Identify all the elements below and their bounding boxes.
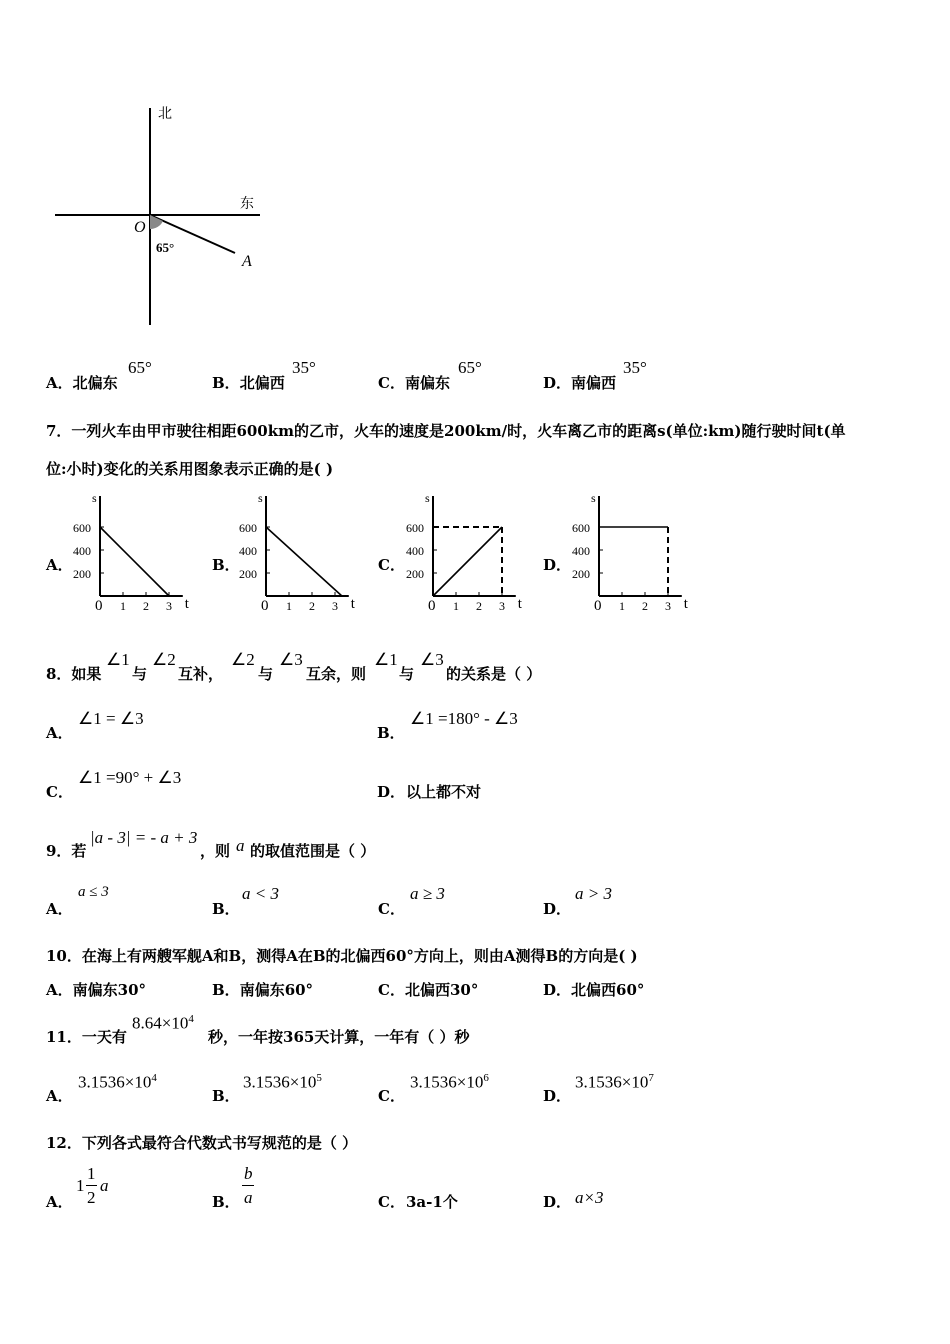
q11-number-base: 8.64×10 xyxy=(132,1013,189,1033)
x-tick-label: 1 xyxy=(453,599,459,613)
x-tick-label: 0 xyxy=(95,598,103,614)
q12-a-var: a xyxy=(100,1176,109,1195)
y-tick-label: 600 xyxy=(73,521,91,535)
q9-a-letter[interactable]: A． xyxy=(46,900,73,918)
series-line xyxy=(433,527,502,596)
q9-option-c[interactable]: a ≥ 3 xyxy=(410,884,445,903)
q7-graph-a-letter[interactable]: A． xyxy=(46,556,73,574)
q10-c-text: 北偏西30° xyxy=(404,981,479,999)
q12-b-fraction-bar xyxy=(242,1185,254,1186)
q7-line2: 位:小时)变化的关系用图象表示正确的是( ) xyxy=(46,460,334,478)
q6-a-text: 北偏东 xyxy=(72,374,118,392)
q10-option-b[interactable] xyxy=(212,979,313,1000)
q8-text-4: 与 xyxy=(258,665,274,683)
q12-option-b[interactable] xyxy=(242,1164,262,1214)
q10-b-letter: B． xyxy=(212,981,240,999)
x-axis-label: t xyxy=(184,596,189,612)
x-tick-label: 3 xyxy=(166,599,172,613)
y-axis-label: s xyxy=(258,491,263,505)
x-tick-label: 3 xyxy=(665,599,671,613)
q7-graph-b xyxy=(236,486,366,616)
q10-a-text: 南偏东30° xyxy=(72,981,147,999)
q11-option-c[interactable] xyxy=(410,1072,489,1093)
q9-d-letter[interactable]: D． xyxy=(543,900,572,918)
x-tick-label: 0 xyxy=(594,598,602,614)
q7-graph-c-letter[interactable]: C． xyxy=(378,556,405,574)
y-axis-label: s xyxy=(591,491,596,505)
q10-b-text: 南偏东60° xyxy=(239,981,314,999)
q12-c-letter[interactable]: C． xyxy=(378,1193,405,1211)
q11-b-letter[interactable]: B． xyxy=(212,1087,240,1105)
x-tick-label: 2 xyxy=(642,599,648,613)
q11-d-exp: 7 xyxy=(648,1072,654,1084)
q11-d-letter[interactable]: D． xyxy=(543,1087,572,1105)
q8-a-letter[interactable]: A． xyxy=(46,724,73,742)
x-tick-label: 1 xyxy=(120,599,126,613)
q9-option-a[interactable]: a ≤ 3 xyxy=(78,884,109,900)
q11-c-exp: 6 xyxy=(483,1072,489,1084)
point-A-label: A xyxy=(242,253,252,270)
q12-option-c[interactable]: 3a-1个 xyxy=(406,1193,458,1211)
q10-d-letter: D． xyxy=(543,981,572,999)
q11-c-base: 3.1536×10 xyxy=(410,1072,484,1092)
x-tick-label: 2 xyxy=(143,599,149,613)
q12-option-d[interactable]: a×3 xyxy=(575,1188,604,1207)
q7-graph-d xyxy=(569,486,699,616)
q8-text-1: 8．如果 xyxy=(46,665,102,683)
q9-b-letter[interactable]: B． xyxy=(212,900,240,918)
q11-text-1: 11．一天有 xyxy=(46,1028,127,1046)
y-axis-label: s xyxy=(92,491,97,505)
q8-angle-1: ∠1 xyxy=(106,650,130,669)
y-tick-label: 600 xyxy=(406,521,424,535)
x-axis-label: t xyxy=(350,596,355,612)
q6-c-degree: 65° xyxy=(458,358,482,377)
q12-option-a[interactable] xyxy=(76,1164,126,1214)
q11-option-b[interactable] xyxy=(243,1072,322,1093)
q8-option-d[interactable]: 以上都不对 xyxy=(406,783,482,801)
q11-b-exp: 5 xyxy=(316,1072,322,1084)
q8-b-letter[interactable]: B． xyxy=(377,724,405,742)
q12-a-fraction-bar xyxy=(86,1185,97,1186)
q6-d-letter: D． xyxy=(543,374,572,392)
q9-c-letter[interactable]: C． xyxy=(378,900,405,918)
q11-option-a[interactable] xyxy=(78,1072,157,1093)
q8-text-5: 互余，则 xyxy=(306,665,367,683)
q6-option-c[interactable] xyxy=(378,372,450,393)
y-tick-label: 600 xyxy=(239,521,257,535)
q11-text-2: 秒，一年按365天计算，一年有（ ）秒 xyxy=(208,1028,470,1046)
q11-b-base: 3.1536×10 xyxy=(243,1072,317,1092)
q9-text-1: 9．若 xyxy=(46,842,87,860)
x-tick-label: 1 xyxy=(286,599,292,613)
q10-option-d[interactable] xyxy=(543,979,644,1000)
y-axis-label: s xyxy=(425,491,430,505)
x-tick-label: 3 xyxy=(332,599,338,613)
x-tick-label: 0 xyxy=(261,598,269,614)
q11-a-exp: 4 xyxy=(151,1072,157,1084)
q8-text-6: 与 xyxy=(399,665,415,683)
y-tick-label: 400 xyxy=(73,544,91,558)
q6-a-letter: A． xyxy=(46,374,73,392)
q9-option-d[interactable]: a > 3 xyxy=(575,884,612,903)
angle-label: 65° xyxy=(156,240,175,255)
q10-c-letter: C． xyxy=(378,981,405,999)
q6-option-d[interactable] xyxy=(543,372,616,393)
y-tick-label: 200 xyxy=(73,567,91,581)
x-axis-label: t xyxy=(683,596,688,612)
compass-svg xyxy=(50,100,280,330)
q6-b-letter: B． xyxy=(212,374,240,392)
north-label: 北 xyxy=(158,107,172,122)
q7-graph-d-letter[interactable]: D． xyxy=(543,556,572,574)
q8-text-3: 互补， xyxy=(178,665,224,683)
q9-text-2: ，则 xyxy=(200,842,231,860)
y-tick-label: 600 xyxy=(572,521,590,535)
y-tick-label: 200 xyxy=(572,567,590,581)
x-tick-label: 1 xyxy=(619,599,625,613)
q12-b-denominator: a xyxy=(244,1188,253,1207)
q8-angle-5: ∠1 xyxy=(374,650,398,669)
q8-text-2: 与 xyxy=(132,665,148,683)
y-tick-label: 400 xyxy=(239,544,257,558)
y-tick-label: 400 xyxy=(406,544,424,558)
x-tick-label: 2 xyxy=(476,599,482,613)
q6-b-text: 北偏西 xyxy=(239,374,285,392)
q8-angle-2: ∠2 xyxy=(152,650,176,669)
q10-option-c[interactable] xyxy=(378,979,478,1000)
q7-line1: 7．一列火车由甲市驶往相距600km的乙市，火车的速度是200km/时，火车离乙市的距离s(单位:km)随行驶时间t(单 xyxy=(46,422,846,440)
q7-graph-c xyxy=(403,486,533,616)
q8-option-a[interactable]: ∠1 = ∠3 xyxy=(78,709,144,728)
q12-a-denominator: 2 xyxy=(87,1188,96,1207)
y-tick-label: 200 xyxy=(239,567,257,581)
q12-stem: 12．下列各式最符合代数式书写规范的是（ ） xyxy=(46,1134,358,1152)
q6-option-a[interactable] xyxy=(46,372,118,393)
q10-option-a[interactable] xyxy=(46,979,146,1000)
y-tick-label: 400 xyxy=(572,544,590,558)
q6-option-b[interactable] xyxy=(212,372,285,393)
x-axis-label: t xyxy=(517,596,522,612)
q8-stem xyxy=(46,648,746,688)
q6-d-text: 南偏西 xyxy=(571,374,617,392)
q11-option-d[interactable] xyxy=(575,1072,654,1093)
q11-a-letter[interactable]: A． xyxy=(46,1087,73,1105)
q8-option-b[interactable]: ∠1 =180° - ∠3 xyxy=(410,709,518,728)
east-label: 东 xyxy=(240,197,254,212)
q11-c-letter[interactable]: C． xyxy=(378,1087,405,1105)
q8-d-letter[interactable]: D． xyxy=(377,783,406,801)
q12-a-numerator: 1 xyxy=(87,1164,96,1183)
origin-label: O xyxy=(134,219,146,236)
q10-d-text: 北偏西60° xyxy=(571,981,645,999)
q10-stem: 10．在海上有两艘军舰A和B，测得A在B的北偏西60°方向上，则由A测得B的方向是( ) xyxy=(46,947,638,965)
q6-a-degree: 65° xyxy=(128,358,152,377)
compass-figure xyxy=(50,100,280,330)
q6-c-letter: C． xyxy=(378,374,405,392)
q9-text-3: 的取值范围是（ ） xyxy=(250,842,376,860)
q11-number-exp: 4 xyxy=(188,1013,194,1025)
y-tick-label: 200 xyxy=(406,567,424,581)
q12-b-letter[interactable]: B． xyxy=(212,1193,240,1211)
q11-d-base: 3.1536×10 xyxy=(575,1072,649,1092)
q11-number xyxy=(132,1013,194,1034)
q9-expression: |a - 3| = - a + 3 xyxy=(90,828,198,847)
q8-angle-4: ∠3 xyxy=(279,650,303,669)
q8-c-letter[interactable]: C． xyxy=(46,783,73,801)
q6-d-degree: 35° xyxy=(623,358,647,377)
q8-option-c[interactable]: ∠1 =90° + ∠3 xyxy=(78,768,182,787)
q6-b-degree: 35° xyxy=(292,358,316,377)
q10-a-letter: A． xyxy=(46,981,73,999)
series-line xyxy=(266,527,342,596)
q7-graph-b-letter[interactable]: B． xyxy=(212,556,240,574)
x-tick-label: 3 xyxy=(499,599,505,613)
q12-d-letter[interactable]: D． xyxy=(543,1193,572,1211)
q8-angle-6: ∠3 xyxy=(420,650,444,669)
x-tick-label: 0 xyxy=(428,598,436,614)
series-line xyxy=(100,527,169,596)
q12-a-letter[interactable]: A． xyxy=(46,1193,73,1211)
q6-c-text: 南偏东 xyxy=(404,374,450,392)
x-tick-label: 2 xyxy=(309,599,315,613)
q12-a-whole: 1 xyxy=(76,1176,85,1195)
q8-angle-3: ∠2 xyxy=(231,650,255,669)
q9-option-b[interactable]: a < 3 xyxy=(242,884,279,903)
q7-graph-a xyxy=(70,486,200,616)
q8-text-7: 的关系是（ ） xyxy=(446,665,542,683)
q9-var: a xyxy=(236,836,245,855)
q12-b-numerator: b xyxy=(244,1164,253,1183)
q11-a-base: 3.1536×10 xyxy=(78,1072,152,1092)
